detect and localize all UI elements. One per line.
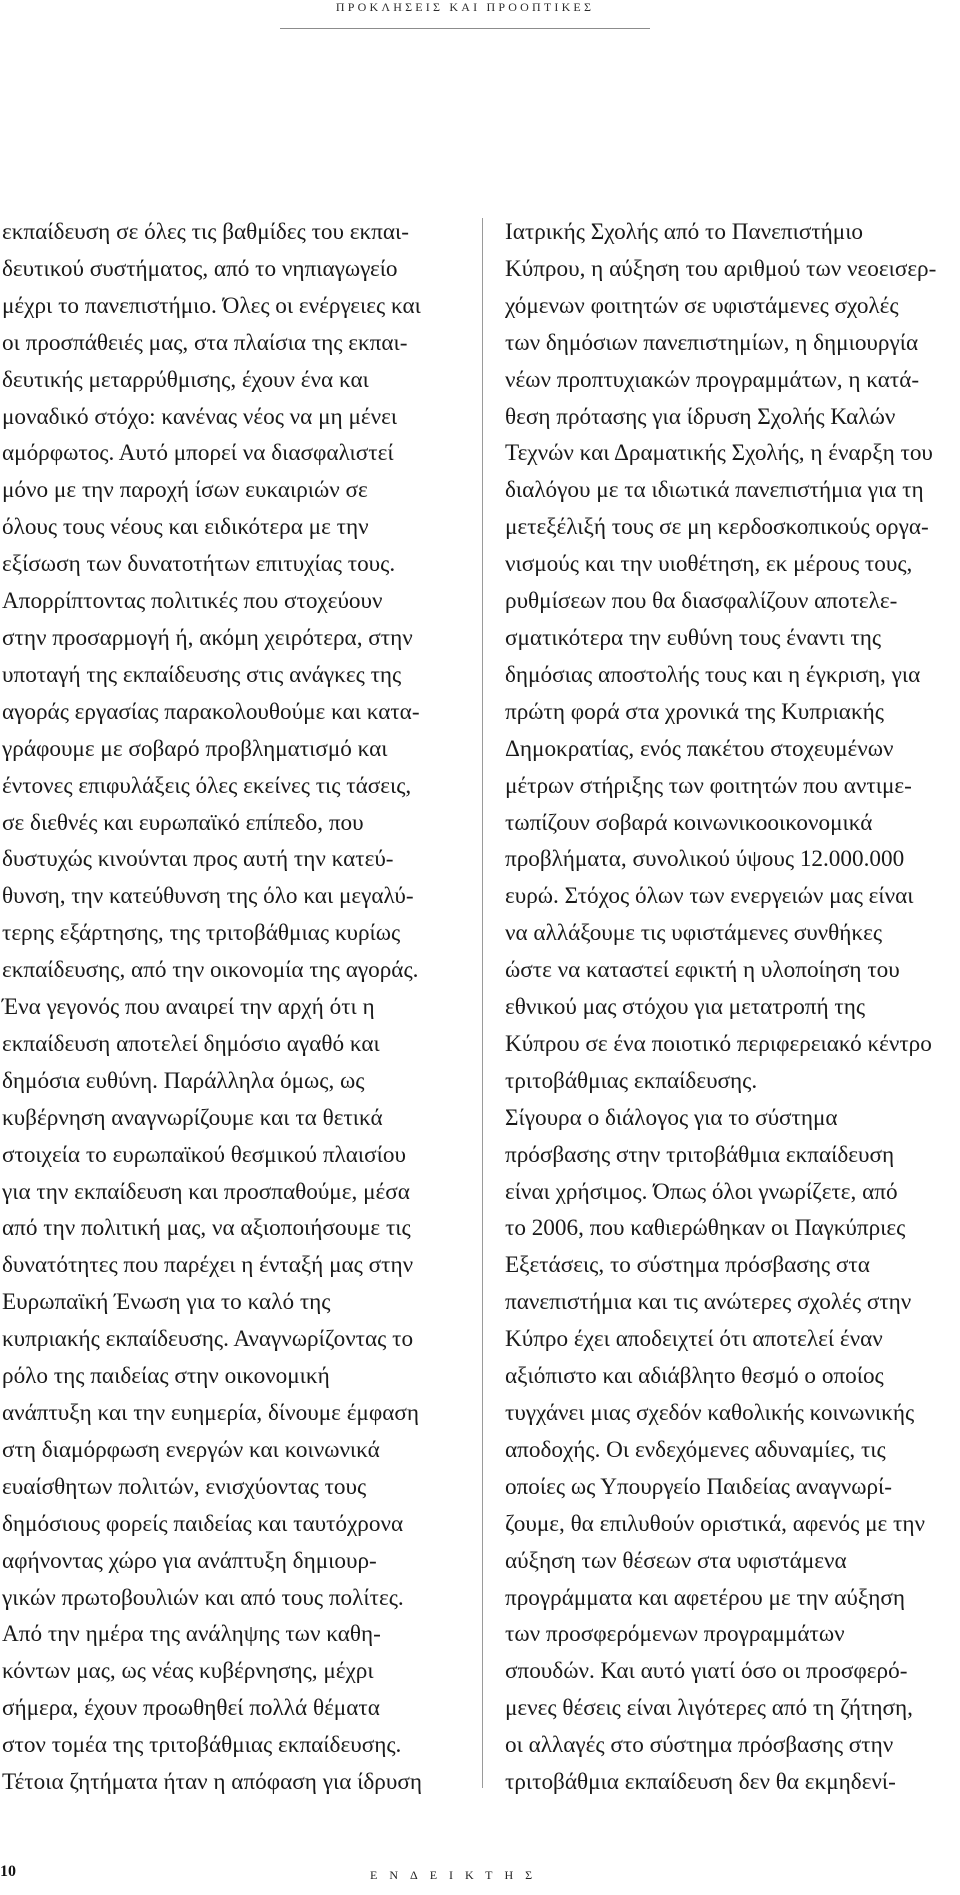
page-number: 10: [0, 1863, 16, 1880]
header-divider: [280, 28, 650, 29]
right-text-column: Ιατρικής Σχολής από το Πανεπιστήμιο Κύπρου, η αύξηση του αριθμού των νεοεισερ- χόμενων φοιτητών σε υφιστάμενες σχολές των δημόσιων πανεπιστημίων, η δημιουργία νέων προπτυχιακών προγραμμάτων, η κατά- θεση πρότασης για ίδρυση Σχολής Καλών Τεχνών και Δραματικής Σχολής, η έναρξη του διαλόγου με τα ιδιωτικά πανεπιστήμια για τη μετεξέλιξή τους σε μη κερδοσκοπικούς οργα- νισμούς και την υιοθέτηση, εκ μέρους τους, ρυθμίσεων που θα διασφαλίζουν αποτελε- σματικότερα την ευθύνη τους έναντι της δημόσιας αποστολής τους και η έγκριση, για πρώτη φορά στα χρονικά της Κυπριακής Δημοκρατίας, ενός πακέτου στοχευμένων μέτρων στήριξης των φοιτητών που αντιμε- τωπίζουν σοβαρά κοινωνικοοικονομικά προβλήματα, συνολικού ύψους 12.000.000 ευρώ. Στόχος όλων των ενεργειών μας είναι να αλλάξουμε τις υφιστάμενες συνθήκες ώστε να καταστεί εφικτή η υλοποίηση του εθνικού μας στόχου για μετατροπή της Κύπρου σε ένα ποιοτικό περιφερειακό κέντρο τριτοβάθμιας εκπαίδευσης. Σίγουρα ο διάλογος για το σύστημα πρόσβασης στην τριτοβάθμια εκπαίδευση είναι χρήσιμος. Όπως όλοι γνωρίζετε, από το 2006, που καθιερώθηκαν οι Παγκύπριες Εξετάσεις, το σύστημα πρόσβασης στα πανεπιστήμια και τις ανώτερες σχολές στην Κύπρο έχει αποδειχτεί ότι αποτελεί έναν αξιόπιστο και αδιάβλητο θεσμό ο οποίος τυγχάνει μιας σχεδόν καθολικής κοινωνικής αποδοχής. Οι ενδεχόμενες αδυναμίες, τις οποίες ως Υπουργείο Παιδείας αναγνωρί- ζουμε, θα επιλυθούν οριστικά, αφενός με την αύξηση των θέσεων στα υφιστάμενα προγράμματα και αφετέρου με την αύξηση των προσφερόμενων προγραμμάτων σπουδών. Και αυτό γιατί όσο οι προσφερό- μενες θέσεις είναι λιγότερες από τη ζήτηση, οι αλλαγές στο σύστημα πρόσβασης στην τριτοβάθμια εκπαίδευση δεν θα εκμηδενί-: [505, 219, 937, 1796]
publication-title: ΕΝΔΕΙΚΤΗΣ: [370, 1868, 545, 1882]
column-divider: [482, 218, 483, 1788]
left-text-column: εκπαίδευση σε όλες τις βαθμίδες του εκπαι- δευτικού συστήματος, από το νηπιαγωγείο μέχρι το πανεπιστήμιο. Όλες οι ενέργειες και οι προσπάθειές μας, στα πλαίσια της εκπαι- δευτικής μεταρρύθμισης, έχουν ένα και μοναδικό στόχο: κανένας νέος να μη μένει αμόρφωτος. Αυτό μπορεί να διασφαλιστεί μόνο με την παροχή ίσων ευκαιριών σε όλους τους νέους και ειδικότερα με την εξίσωση των δυνατοτήτων επιτυχίας τους. Απορρίπτοντας πολιτικές που στοχεύουν στην προσαρμογή ή, ακόμη χειρότερα, στην υποταγή της εκπαίδευσης στις ανάγκες της αγοράς εργασίας παρακολουθούμε και κατα- γράφουμε με σοβαρό προβληματισμό και έντονες επιφυλάξεις όλες εκείνες τις τάσεις, σε διεθνές και ευρωπαϊκό επίπεδο, που δυστυχώς κινούνται προς αυτή την κατεύ- θυνση, την κατεύθυνση της όλο και μεγαλύ- τερης εξάρτησης, της τριτοβάθμιας κυρίως εκπαίδευσης, από την οικονομία της αγοράς. Ένα γεγονός που αναιρεί την αρχή ότι η εκπαίδευση αποτελεί δημόσιο αγαθό και δημόσια ευθύνη. Παράλληλα όμως, ως κυβέρνηση αναγνωρίζουμε και τα θετικά στοιχεία το ευρωπαϊκού θεσμικού πλαισίου για την εκπαίδευση και προσπαθούμε, μέσα από την πολιτική μας, να αξιοποιήσουμε τις δυνατότητες που παρέχει η ένταξή μας στην Ευρωπαϊκή Ένωση για το καλό της κυπριακής εκπαίδευσης. Αναγνωρίζοντας το ρόλο της παιδείας στην οικονομική ανάπτυξη και την ευημερία, δίνουμε έμφαση στη διαμόρφωση ενεργών και κοινωνικά ευαίσθητων πολιτών, ενισχύοντας τους δημόσιους φορείς παιδείας και ταυτόχρονα αφήνοντας χώρο για ανάπτυξη δημιουρ- γικών πρωτοβουλιών και από τους πολίτες. Από την ημέρα της ανάληψης των καθη- κόντων μας, ως νέας κυβέρνησης, μέχρι σήμερα, έχουν προωθηθεί πολλά θέματα στον τομέα της τριτοβάθμιας εκπαίδευσης. Τέτοια ζητήματα ήταν η απόφαση για ίδρυση: [2, 219, 422, 1796]
running-title: ΠΡΟΚΛΗΣΕΙΣ ΚΑΙ ΠΡΟΟΠΤΙΚΕΣ: [335, 0, 595, 14]
